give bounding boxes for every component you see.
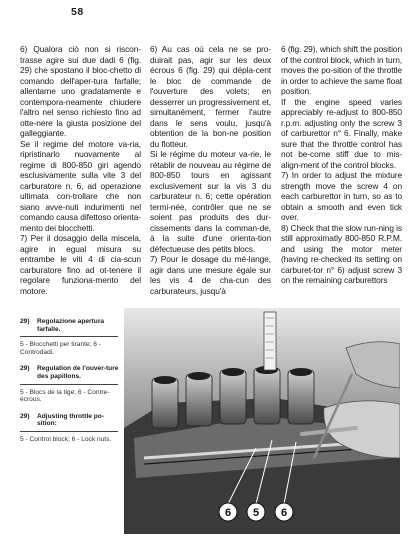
english-paragraph: 8) Check that the slow run-ning is still approximatly 800-850 R.P.M. and using the motor meter (having re-checked its setting on carburet-tor n° 6) adjust screw 3 on the remaining carburettors xyxy=(281,222,402,285)
callout-label: 5 xyxy=(252,507,260,519)
engine-photo xyxy=(124,308,400,534)
english-paragraph: 7) In order to adjust the mixture strength move the screw 4 on each carburettor in turn, so as to obtain a smooth and even tick over. xyxy=(281,170,402,222)
english-column xyxy=(281,44,402,286)
legend-body: 5 - Control block; 6 - Lock nuts. xyxy=(20,435,112,443)
french-paragraph: Si le régime du moteur va-rie, le rétablir de nouveau au régime de 800-850 tours en agissant exclusivement sur la vis 3 du carburateur n. 6; cette opération termi-née, contrôler que ne se soient pas produits des dur-cissements dans la comman-de, à la suite d'une orienta-tion défectueuse des petits blocs. xyxy=(150,149,271,254)
italian-paragraph: 6) Qualora ciò non si riscon-trasse agire sui due dadi 6 (fig. 29) che spostano il bloc-chetto di comando dell'aper-tura farfalle; allentarne uno gradatamente e contempora-neamente chiudere l'altro nel senso richiesto fino ad otte-nere la giusta posizione del galleggiante. xyxy=(20,44,141,138)
callout-label: 6 xyxy=(280,507,288,519)
legend-body: 5 - Blocs de la tige; 6 - Contre-écrous. xyxy=(20,388,110,404)
legend-title: Regolazione apertura farfalle. xyxy=(37,318,105,333)
italian-paragraph: Se il regime del motore va-ria, ripristinarlo nuovamente al regime di 800-850 giri agendo esclusivamente sulla vite 3 del carburatore n. 6, ad operazione ultimata con-trollare che non siano avve-nuti indurimenti nel comando causa difettoso orienta-mento dei blocchetti. xyxy=(20,138,141,233)
legend-french xyxy=(20,365,120,403)
callout-marker xyxy=(247,503,265,521)
legend-number: 29) xyxy=(20,318,30,325)
legend-title: Adjusting throttle po-sition: xyxy=(37,412,105,428)
legend-number: 29) xyxy=(20,365,30,373)
callout-marker xyxy=(219,503,237,521)
italian-paragraph: 7) Per il dosaggio della miscela, agire in egual misura su entrambe le viti 4 di cia-scun carburatore fino ad ot-tenere il regolare funziona-mento del motore. xyxy=(20,233,141,296)
legend-english xyxy=(20,413,120,444)
legend-body: 5 - Blocchetti per tirante; 6 - Controdadi. xyxy=(20,341,101,356)
english-paragraph: If the engine speed varies appreciably re-adjust to 800-850 r.p.m. adjusting only the screw 3 of carburettor n° 6. Finally, make sure that the throttle control has not be-come stiff due to mis-align-ment of the control blocks. xyxy=(281,96,402,170)
legend-divider xyxy=(20,336,118,337)
legend-italian xyxy=(20,318,120,356)
italian-column xyxy=(20,44,141,296)
page-number: 58 xyxy=(71,6,84,18)
french-column xyxy=(150,44,271,296)
legend-title: Regulation de l'ouver-ture des papillons. xyxy=(37,365,119,380)
callout-label: 6 xyxy=(224,507,232,519)
english-paragraph: 6 (fig. 29), which shift the position of the control block, which in turn, moves the po-sition of the throttle in order to achieve the same float position. xyxy=(281,44,402,96)
legend-number: 29) xyxy=(20,412,30,420)
legend-divider xyxy=(20,431,118,432)
callout-marker xyxy=(275,503,293,521)
legend-divider xyxy=(20,384,118,385)
french-paragraph: 6) Au cas où cela ne se pro-duirait pas, agir sur les deux écrous 6 (fig. 29) qui dépla-cent le bloc de commande de l'ouverture des volets; en desserrer un progressivement et, simultanément, fermer l'autre dans le sens voulu, jusqu'à obtention de la bon-ne position du flotteur. xyxy=(150,44,271,149)
french-paragraph: 7) Pour le dosage du mé-lange, agir dans une mesure égale sur les vis 4 de cha-cun des carburateurs, jusqu'à xyxy=(150,254,271,296)
figure-legend xyxy=(20,318,120,453)
